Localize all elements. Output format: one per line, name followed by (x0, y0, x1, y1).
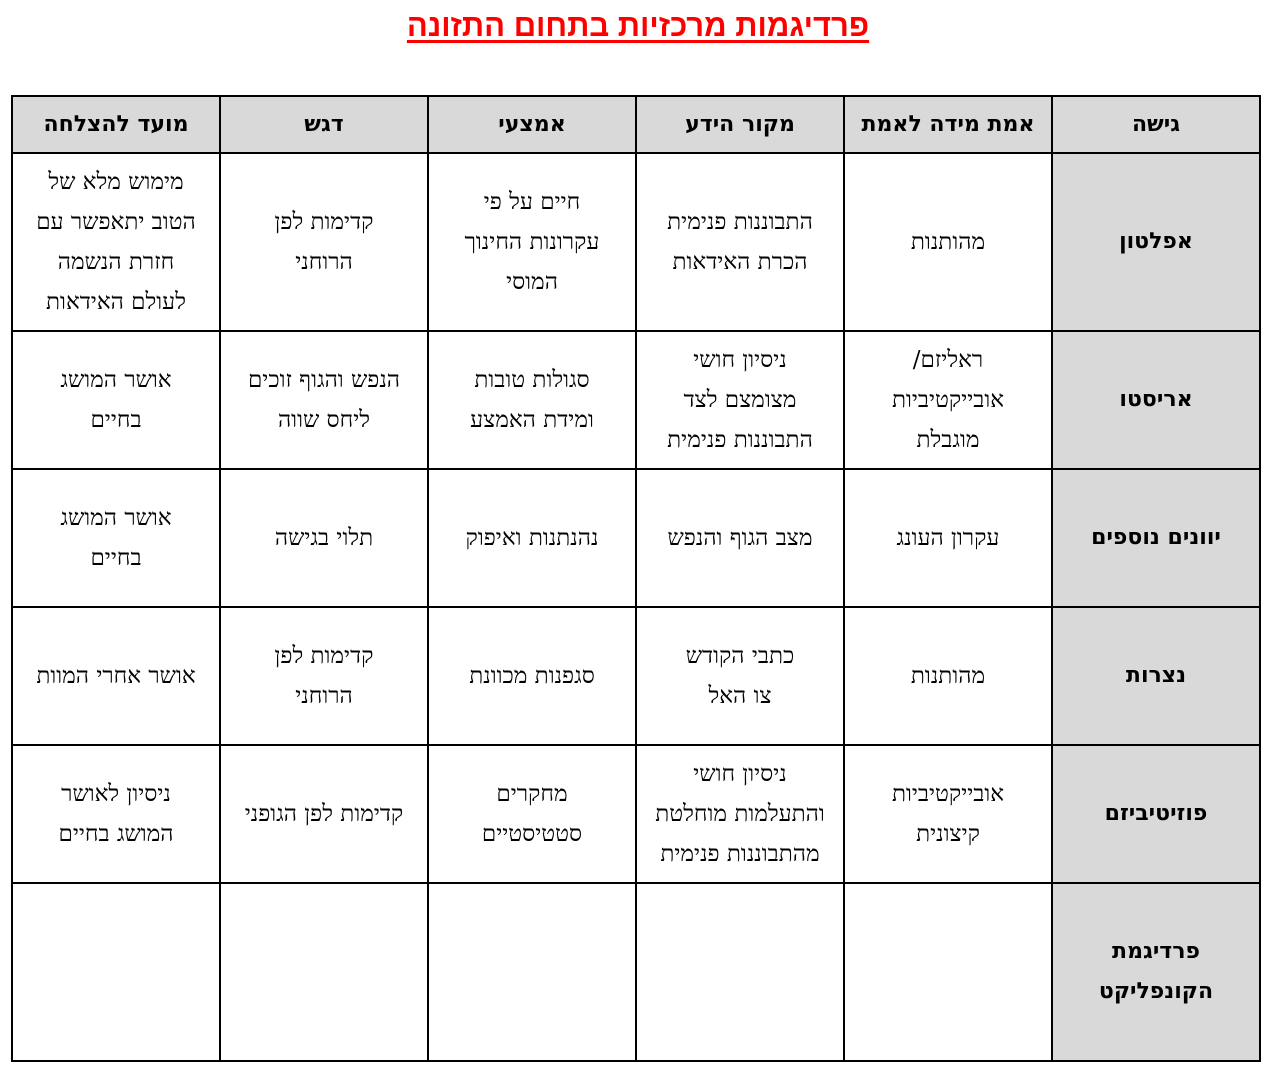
table-cell: ניסיון לאושר המושג בחיים (12, 745, 220, 883)
table-cell: מהותנות (844, 153, 1052, 331)
table-cell: מצב הגוף והנפש (636, 469, 844, 607)
table-cell: התבוננות פנימית הכרת האידאות (636, 153, 844, 331)
table-row (12, 469, 1260, 607)
row-header: פרדיגמת הקונפליקט (1052, 883, 1260, 1061)
header-knowledge-source: מקור הידע (636, 96, 844, 153)
row-header: אפלטון (1052, 153, 1260, 331)
table-cell: ניסיון חושי מצומצם לצד התבוננות פנימית (636, 331, 844, 469)
header-approach: גישה (1052, 96, 1260, 153)
table-cell (428, 883, 636, 1061)
header-emphasis: דגש (220, 96, 428, 153)
table-cell: תלוי בגישה (220, 469, 428, 607)
table-cell: סגולות טובות ומידת האמצע (428, 331, 636, 469)
header-truth-criterion: אמת מידה לאמת (844, 96, 1052, 153)
header-time-of-success: מועד להצלחה (12, 96, 220, 153)
table-cell: קדימות לפן הרוחני (220, 607, 428, 745)
header-means: אמצעי (428, 96, 636, 153)
row-header: נצרות (1052, 607, 1260, 745)
table-cell: עקרון העונג (844, 469, 1052, 607)
table-cell (636, 883, 844, 1061)
table-row (12, 883, 1260, 1061)
table-cell: כתבי הקודש צו האל (636, 607, 844, 745)
paradigms-table (11, 95, 1261, 1062)
table-cell: ניסיון חושי והתעלמות מוחלטת מהתבוננות פנימית (636, 745, 844, 883)
page-title: פרדיגמות מרכזיות בתחום התזונה (406, 8, 870, 43)
table-cell (844, 883, 1052, 1061)
table-cell (12, 883, 220, 1061)
row-header: אריסטו (1052, 331, 1260, 469)
table-row (12, 607, 1260, 745)
table-cell: מימוש מלא של הטוב יתאפשר עם חזרת הנשמה לעולם האידאות (12, 153, 220, 331)
table-cell: סגפנות מכוונת (428, 607, 636, 745)
table-cell: חיים על פי עקרונות החינוך המוסי (428, 153, 636, 331)
table-cell: קדימות לפן הגופני (220, 745, 428, 883)
table-cell (220, 883, 428, 1061)
table-row (12, 153, 1260, 331)
table-cell: ראליזם/ אובייקטיביות מוגבלת (844, 331, 1052, 469)
table-row (12, 331, 1260, 469)
table-cell: מהותנות (844, 607, 1052, 745)
table-cell: קדימות לפן הרוחני (220, 153, 428, 331)
row-header: יוונים נוספים (1052, 469, 1260, 607)
table-cell: אושר אחרי המוות (12, 607, 220, 745)
row-header: פוזיטיביזם (1052, 745, 1260, 883)
table-row (12, 745, 1260, 883)
table-cell: הנפש והגוף זוכים ליחס שווה (220, 331, 428, 469)
table-header-row (12, 96, 1260, 153)
table-cell: אושר המושג בחיים (12, 331, 220, 469)
table-cell: אושר המושג בחיים (12, 469, 220, 607)
table-cell: אובייקטיביות קיצונית (844, 745, 1052, 883)
table-cell: נהנתנות ואיפוק (428, 469, 636, 607)
table-cell: מחקרים סטטיסטיים (428, 745, 636, 883)
